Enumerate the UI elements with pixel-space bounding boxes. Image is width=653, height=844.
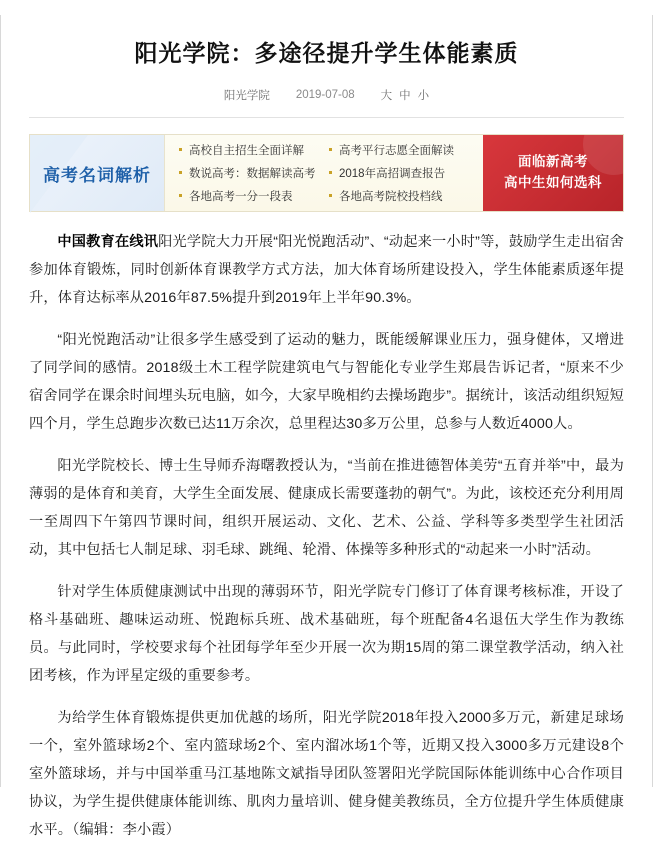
font-size-large[interactable]: 大 (380, 90, 393, 103)
article-paragraph-2: “阳光悦跑活动”让很多学生感受到了运动的魅力，既能缓解课业压力，强身健体，又增进了同学间的感情。2018级土木工程学院建筑电气与智能化专业学生郑晨告诉记者，“原来不少宿舍同学在课余时间埋头玩电脑，如今，大家早晚相约去操场跑步”。据统计，该活动组织短短四个月，学生总跑步次数已达11万余次，总里程达30多万公里，总参与人数近4000人。 (29, 332, 624, 433)
banner-cta-line-2: 高中生如何选科 (504, 175, 602, 191)
banner-link-3[interactable]: 数说高考：数据解读高考 (179, 165, 323, 181)
article-paragraph-5: 为给学生体育锻炼提供更加优越的场所，阳光学院2018年投入2000多万元，新建足球场一个，室外篮球场2个、室内篮球场2个、室内溜冰场1个等，近期又投入3000多万元建设8个室外篮球场，并与中国举重马江基地陈文斌指导团队签署阳光学院国际体能训练中心合作项目协议，为学生提供健康体能训练、肌肉力量培训、健身健美教练员，全方位提升学生体质健康水平。（编辑：李小霞） (29, 710, 624, 839)
banner-link-2[interactable]: 高考平行志愿全面解读 (329, 142, 473, 158)
page-title: 阳光学院：多途径提升学生体能素质 (134, 40, 519, 67)
banner-link-1[interactable]: 高校自主招生全面详解 (179, 142, 323, 158)
meta-source: 阳光学院 (223, 90, 270, 103)
article-body (1, 212, 652, 844)
banner-link-6[interactable]: 各地高考院校投档线 (329, 188, 473, 204)
article-paragraph-4: 针对学生体质健康测试中出现的薄弱环节，阳光学院专门修订了体育课考核标准，开设了格斗基础班、趣味运动班、悦跑标兵班、战术基础班，每个班配备4名退伍大学生作为教练员。与此同时，学校要求每个社团每学年至少开展一次为期15周的第二课堂教学活动，纳入社团考核，作为评星定级的重要参考。 (29, 584, 624, 685)
promo-banner (29, 134, 624, 212)
banner-cta-line-1: 面临新高考 (518, 154, 588, 170)
font-size-medium[interactable]: 中 (399, 90, 411, 103)
article-meta (1, 87, 652, 103)
article-page (0, 15, 653, 839)
meta-date: 2019-07-08 (295, 89, 355, 102)
header-divider (29, 117, 624, 118)
article-paragraph-1-text: 阳光学院大力开展“阳光悦跑活动”、“动起来一小时”等，鼓励学生走出宿舍参加体育锻炼，同时创新体育课教学方式方法，加大体育场所建设投入，学生体能素质逐年提升，体育达标率从2016年87.5%提升到2019年上半年90.3%。 (29, 234, 624, 307)
banner-link-5[interactable]: 各地高考一分一段表 (179, 188, 323, 204)
article-paragraph-1 (29, 228, 624, 312)
banner-title-block (30, 135, 165, 211)
font-size-controls[interactable] (381, 87, 430, 103)
banner-link-4[interactable]: 2018年高招调查报告 (329, 165, 473, 181)
banner-links (165, 135, 483, 211)
font-size-small[interactable]: 小 (417, 90, 430, 103)
article-paragraph-3: 阳光学院校长、博士生导师乔海曙教授认为，“当前在推进德智体美劳“五育并举”中，最为薄弱的是体育和美育，大学生全面发展、健康成长需要蓬勃的朝气”。为此，该校还充分利用周一至周四下午第四节课时间，组织开展运动、文化、艺术、公益、学科等多类型学生社团活动，其中包括七人制足球、羽毛球、跳绳、轮滑、体操等多种形式的“动起来一小时”活动。 (29, 458, 624, 559)
banner-title: 高考名词解析 (43, 165, 151, 185)
lead-source: 中国教育在线讯 (57, 234, 159, 251)
banner-cta[interactable] (483, 135, 623, 211)
